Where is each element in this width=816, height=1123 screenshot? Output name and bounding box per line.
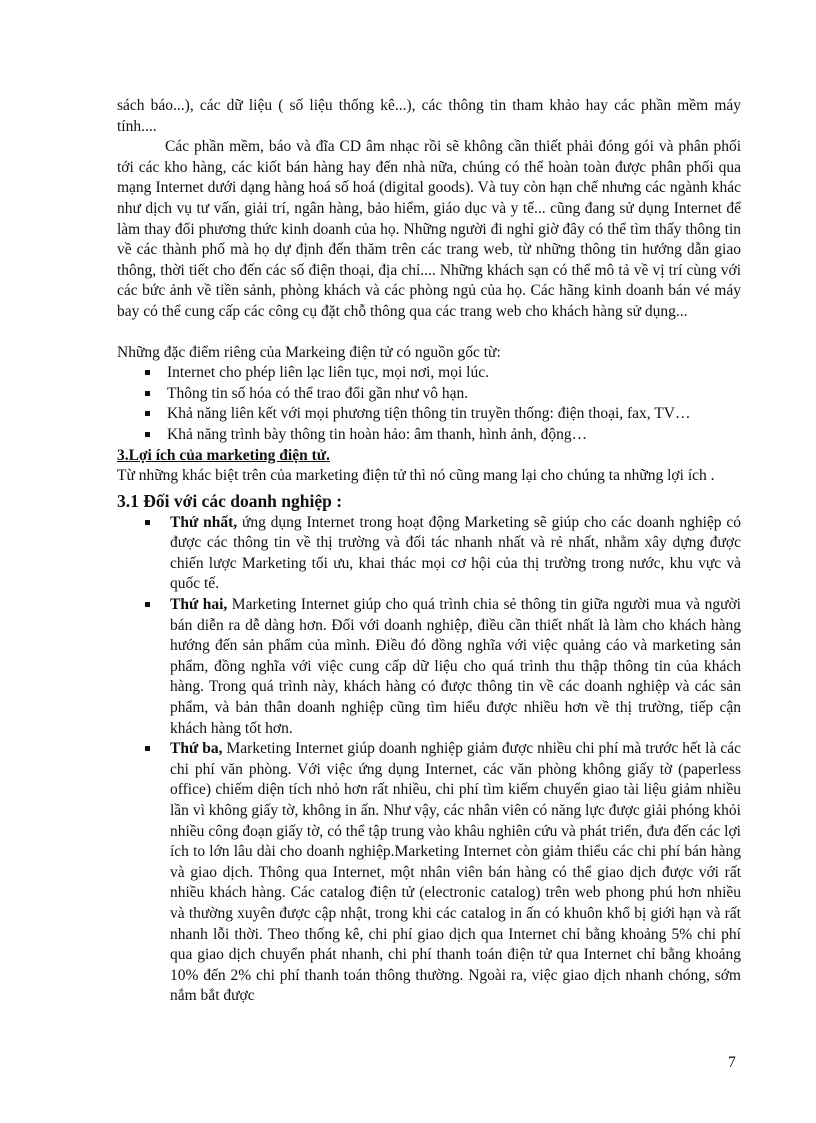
list-item-text: Khả năng liên kết với mọi phương tiện thông tin truyền thống: điện thoại, fax, TV…	[167, 405, 691, 423]
list-item	[145, 425, 741, 446]
square-bullet-icon	[145, 370, 150, 375]
list-item	[145, 363, 741, 384]
list-item-lead: Thứ nhất,	[170, 513, 238, 531]
square-bullet-icon	[145, 520, 150, 525]
list-item-text: Thông tin số hóa có thể trao đổi gần như vô hạn.	[167, 384, 469, 402]
list-item	[145, 404, 741, 425]
list-item	[145, 595, 741, 739]
square-bullet-icon	[145, 602, 150, 607]
features-list	[117, 363, 741, 445]
list-item-lead: Thứ hai,	[170, 596, 228, 614]
section-intro: Từ những khác biệt trên của marketing điện tử thì nó cũng mang lại cho chúng ta những lợi ích .	[117, 467, 715, 485]
subsection-heading: 3.1 Đối với các doanh nghiệp :	[117, 490, 343, 511]
paragraph-features-intro: Những đặc điểm riêng của Markeing điện tử có nguồn gốc từ:	[117, 343, 501, 361]
list-item	[145, 513, 741, 595]
list-item-text: Internet cho phép liên lạc liên tục, mọi nơi, mọi lúc.	[167, 364, 489, 382]
square-bullet-icon	[145, 746, 150, 751]
square-bullet-icon	[145, 432, 150, 437]
paragraph-digital-goods: Các phần mềm, báo và đĩa CD âm nhạc rồi sẽ không cần thiết phải đóng gói và phân phối tới các kho hàng, các kiốt bán hàng hay đến nhà nữa, chúng có thể hoàn toàn được phân phối qua mạng Internet dưới dạng hàng hoá số hoá (digital goods). Và tuy còn hạn chế nhưng các ngành khác như dịch vụ tư vấn, giải trí, ngân hàng, bảo hiểm, giáo dục và y tế... cũng đang sử dụng Internet để làm thay đổi phương thức kinh doanh của họ. Những người đi nghỉ giờ đây có thể tìm thấy thông tin về các thành phố mà họ dự định đến thăm trên các trang web, từ những thông tin hướng dẫn giao thông, thời tiết cho đến các số điện thoại, địa chỉ.... Những khách sạn có thể mô tả về vị trí cùng với các bức ảnh về tiền sảnh, phòng khách và các phòng ngủ của họ. Các hãng kinh doanh bán vé máy bay có thể cung cấp các công cụ đặt chỗ thông qua các trang web cho khách hàng sử dụng...	[117, 138, 741, 320]
list-item	[145, 739, 741, 1007]
list-item-text: Marketing Internet giúp cho quá trình chia sẻ thông tin giữa người mua và người bán diễn ra dễ dàng hơn. Đối với doanh nghiệp, điều cần thiết nhất là làm cho khách hàng hướng đến sản phẩm của mình. Điều đó đồng nghĩa với việc quảng cáo và marketing sản phẩm, đồng nghĩa với việc cung cấp dữ liệu cho quá trình thu thập thông tin của khách hàng. Trong quá trình này, khách hàng có được thông tin về các doanh nghiệp và các sản phẩm, và bản thân doanh nghiệp cũng tìm hiểu được nhiều hơn về thị trường, tiếp cận khách hàng tốt hơn.	[170, 596, 741, 737]
list-item-text: Marketing Internet giúp doanh nghiệp giảm được nhiều chi phí mà trước hết là các chi phí văn phòng. Với việc ứng dụng Internet, các văn phòng không giấy tờ (paperless office) chiếm diện tích nhỏ hơn rất nhiều, chi phí tìm kiếm chuyển giao tài liệu giảm nhiều lần vì không giấy tờ, không in ấn. Như vậy, các nhân viên có năng lực được giải phóng khỏi nhiều công đoạn giấy tờ, có thể tập trung vào khâu nghiên cứu và phát triển, đưa đến các lợi ích to lớn lâu dài cho doanh nghiệp.Marketing Internet còn giảm thiểu các chi phí bán hàng và giao dịch. Thông qua Internet, một nhân viên bán hàng có thể giao dịch được với rất nhiều khách hàng. Các catalog điện tử (electronic catalog) trên web phong phú hơn nhiều và thường xuyên được cập nhật, trong khi các catalog in ấn có khuôn khổ bị giới hạn và rất nhanh lỗi thời. Theo thống kê, chi phí giao dịch qua Internet chỉ bằng khoảng 5% chi phí qua giao dịch chuyển phát nhanh, chi phí thanh toán điện tử qua Internet chỉ bằng khoảng 10% đến 2% chi phí thanh toán thông thường. Ngoài ra, việc giao dịch nhanh chóng, sớm nắm bắt được	[170, 740, 741, 1005]
section-heading: 3.Lợi ích của marketing điện tử.	[117, 446, 330, 464]
list-item	[145, 384, 741, 405]
list-item-text: Khả năng trình bày thông tin hoàn hảo: âm thanh, hình ảnh, động…	[167, 425, 588, 443]
list-item-lead: Thứ ba,	[170, 740, 223, 758]
spacer	[117, 323, 741, 343]
square-bullet-icon	[145, 391, 150, 396]
list-item-text: ứng dụng Internet trong hoạt động Marketing sẽ giúp cho các doanh nghiệp có được các thông tin về thị trường và đối tác nhanh nhất và rẻ nhất, nhằm xây dựng được chiến lược Marketing tối ưu, khai thác mọi cơ hội của thị trường trong nước, khu vực và quốc tế.	[170, 513, 741, 593]
page-number: 7	[728, 1054, 736, 1071]
document-page	[117, 96, 741, 1007]
benefits-list	[117, 513, 741, 1007]
square-bullet-icon	[145, 411, 150, 416]
paragraph-intro: sách báo...), các dữ liệu ( số liệu thống kê...), các thông tin tham khảo hay các phần mềm máy tính....	[117, 97, 741, 135]
